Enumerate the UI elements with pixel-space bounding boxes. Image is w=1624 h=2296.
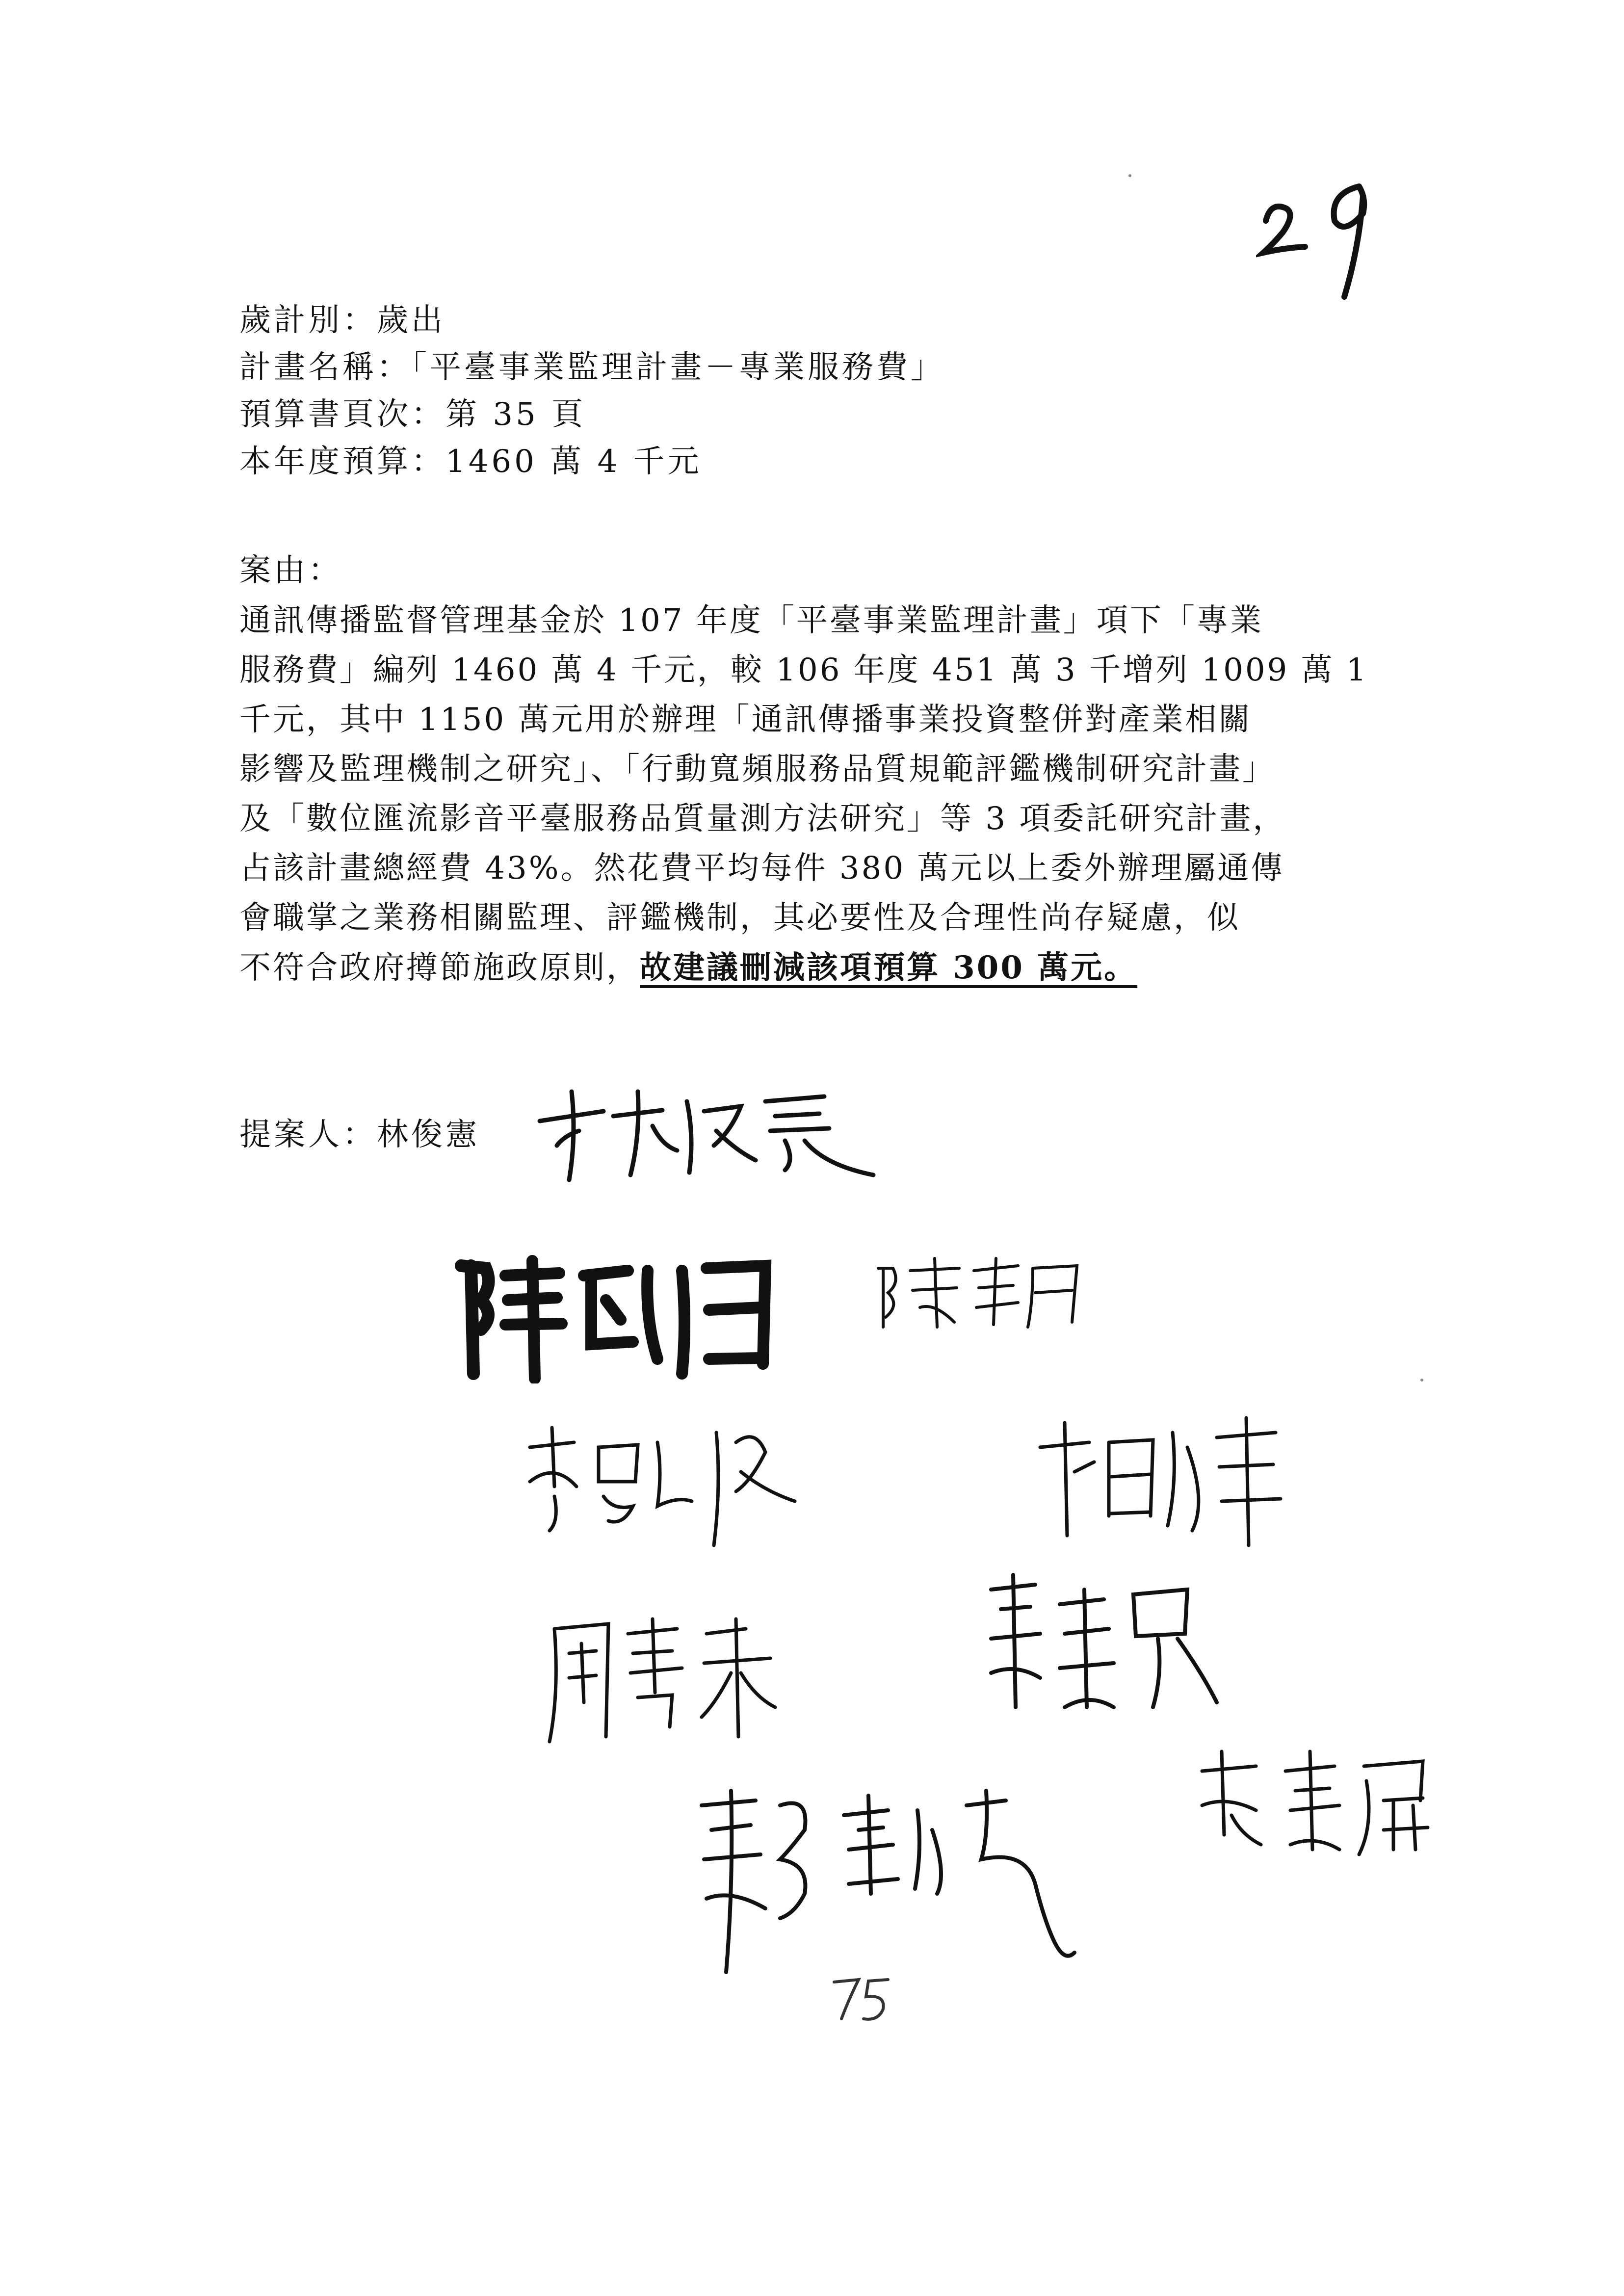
signature-zhong-jia-bin [971, 1560, 1227, 1727]
proposer-label: 提案人：林俊憲 [239, 1117, 480, 1153]
body-line: 千元，其中 1150 萬元用於辦理「通訊傳播事業投資整併對產業相關 [239, 702, 1252, 738]
current-budget: 本年度預算：1460 萬 4 千元 [239, 444, 702, 480]
signature-zheng-bao-qing [682, 1776, 1124, 1982]
body-line: 影響及監理機制之研究」、「行動寬頻服務品質規範評鑑機制研究計畫」 [239, 751, 1276, 787]
body-last-line [239, 943, 1427, 992]
account-type: 歲計別：歲出 [239, 302, 445, 339]
plan-name: 計畫名稱：「平臺事業監理計畫－專業服務費」 [239, 349, 945, 386]
body-line: 會職掌之業務相關監理、評鑑機制，其必要性及合理性尚存疑慮，似 [239, 900, 1240, 936]
scan-speck [1128, 174, 1131, 177]
signature-zhou-chun-mi [540, 1604, 785, 1747]
signature-chen-su-yue [871, 1249, 1097, 1332]
body-line: 及「數位匯流影音平臺服務品質量測方法研究」等 3 項委託研究計畫， [239, 801, 1286, 837]
body-line: 服務費」編列 1460 萬 4 千元，較 106 年度 451 萬 3 千增列 1009 萬 1 [239, 652, 1368, 688]
budget-meta [239, 297, 1417, 485]
scan-speck [1420, 1379, 1423, 1382]
body-last-line-plain: 不符合政府撙節施政原則， [239, 950, 640, 986]
case-heading: 案由： [239, 552, 342, 589]
signature-chen-ou-po [451, 1246, 785, 1383]
signature-lin-jun-xian [530, 1077, 883, 1190]
signature-li-kun-ze [520, 1413, 814, 1560]
case-body [239, 596, 1427, 992]
signature-fan-yun [1187, 1737, 1482, 1859]
handwritten-page-number [829, 1972, 893, 2026]
proposal-emphasis: 故建議刪減該項預算 300 萬元。 [640, 949, 1138, 986]
body-line: 通訊傳播監督管理基金於 107 年度「平臺事業監理計畫」項下「專業 [239, 602, 1263, 639]
signature-he-xin-chun [1030, 1403, 1305, 1550]
body-line: 占該計畫總經費 43%。然花費平均每件 380 萬元以上委外辦理屬通傳 [239, 850, 1284, 887]
budget-page-ref: 預算書頁次：第 35 頁 [239, 396, 586, 433]
